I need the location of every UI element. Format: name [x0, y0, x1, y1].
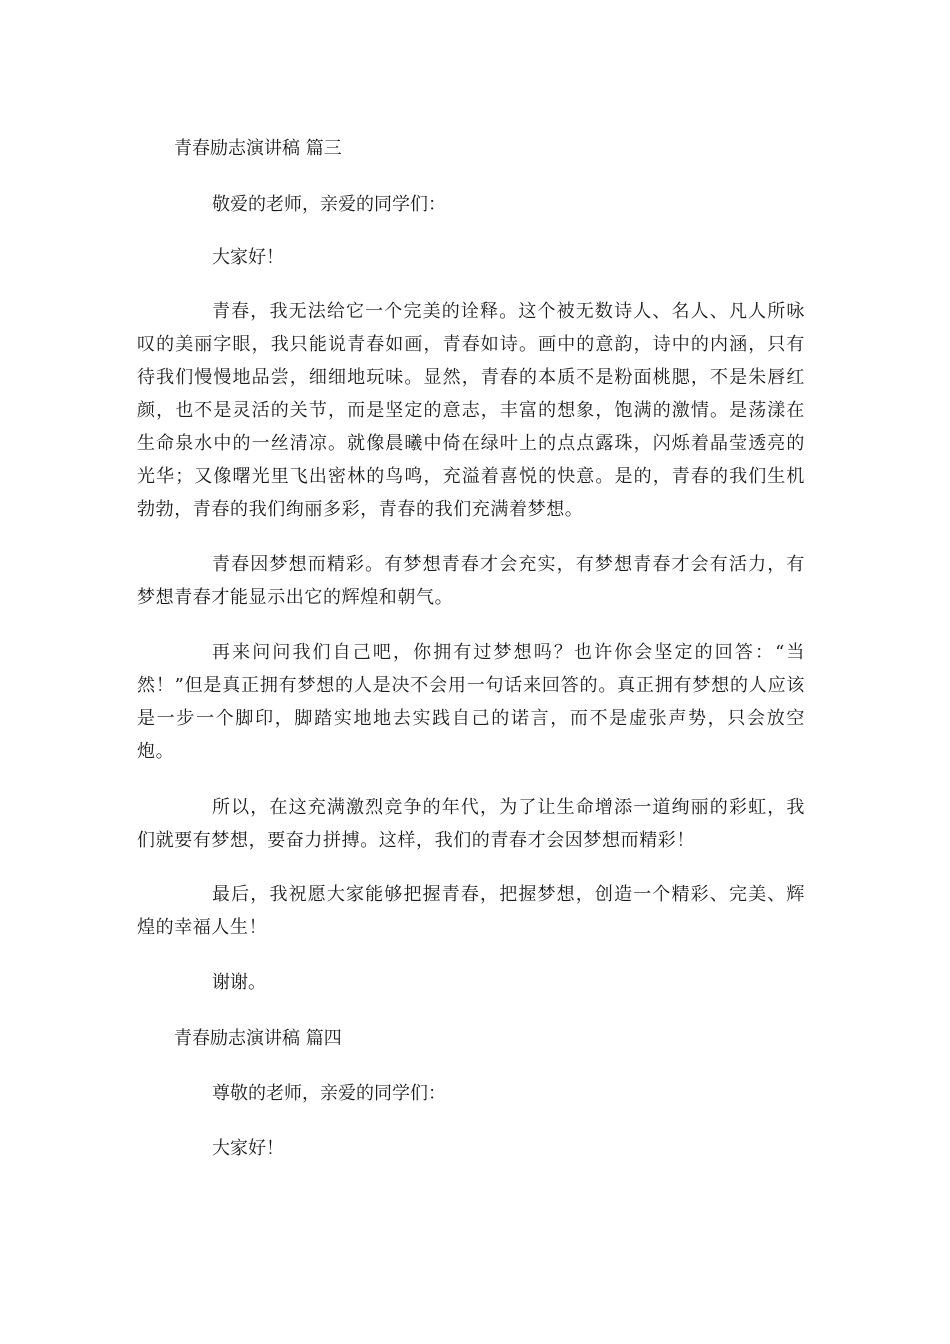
body-paragraph: 青春，我无法给它一个完美的诠释。这个被无数诗人、名人、凡人所咏叹的美丽字眼，我只能说青春如画，青春如诗。画中的意韵，诗中的内涵，只有待我们慢慢地品尝，细细地玩味。显然，青春的本质不是粉面桃腮，不是朱唇红颜，也不是灵活的关节，而是坚定的意志，丰富的想象，饱满的激情。是荡漾在生命泉水中的一丝清凉。就像晨曦中倚在绿叶上的点点露珠，闪烁着晶莹透亮的光华；又像曙光里飞出密林的鸟鸣，充溢着喜悦的快意。是的，青春的我们生机勃勃，青春的我们绚丽多彩，青春的我们充满着梦想。	[137, 301, 805, 520]
closing-text: 谢谢。	[212, 972, 266, 993]
body-paragraph: 青春因梦想而精彩。有梦想青春才会充实，有梦想青春才会有活力，有梦想青春才能显示出它的辉煌和朝气。	[137, 554, 805, 608]
salutation: 尊敬的老师，亲爱的同学们：	[212, 1083, 446, 1104]
salutation: 敬爱的老师，亲爱的同学们：	[212, 194, 446, 215]
body-paragraph: 再来问问我们自己吧，你拥有过梦想吗？也许你会坚定的回答：“当然！”但是真正拥有梦想的人是决不会用一句话来回答的。真正拥有梦想的人应该是一步一个脚印，脚踏实地地去实践自己的诺言，而不是虚张声势，只会放空炮。	[137, 642, 805, 762]
section-heading: 青春励志演讲稿 篇三	[174, 138, 342, 159]
greeting: 大家好！	[212, 1138, 284, 1159]
greeting: 大家好！	[212, 247, 284, 268]
body-paragraph: 所以，在这充满激烈竞争的年代，为了让生命增添一道绚丽的彩虹，我们就要有梦想，要奋力拼搏。这样，我们的青春才会因梦想而精彩！	[137, 797, 805, 851]
section-heading: 青春励志演讲稿 篇四	[174, 1028, 342, 1049]
body-paragraph: 最后，我祝愿大家能够把握青春，把握梦想，创造一个精彩、完美、辉煌的幸福人生！	[137, 884, 805, 938]
